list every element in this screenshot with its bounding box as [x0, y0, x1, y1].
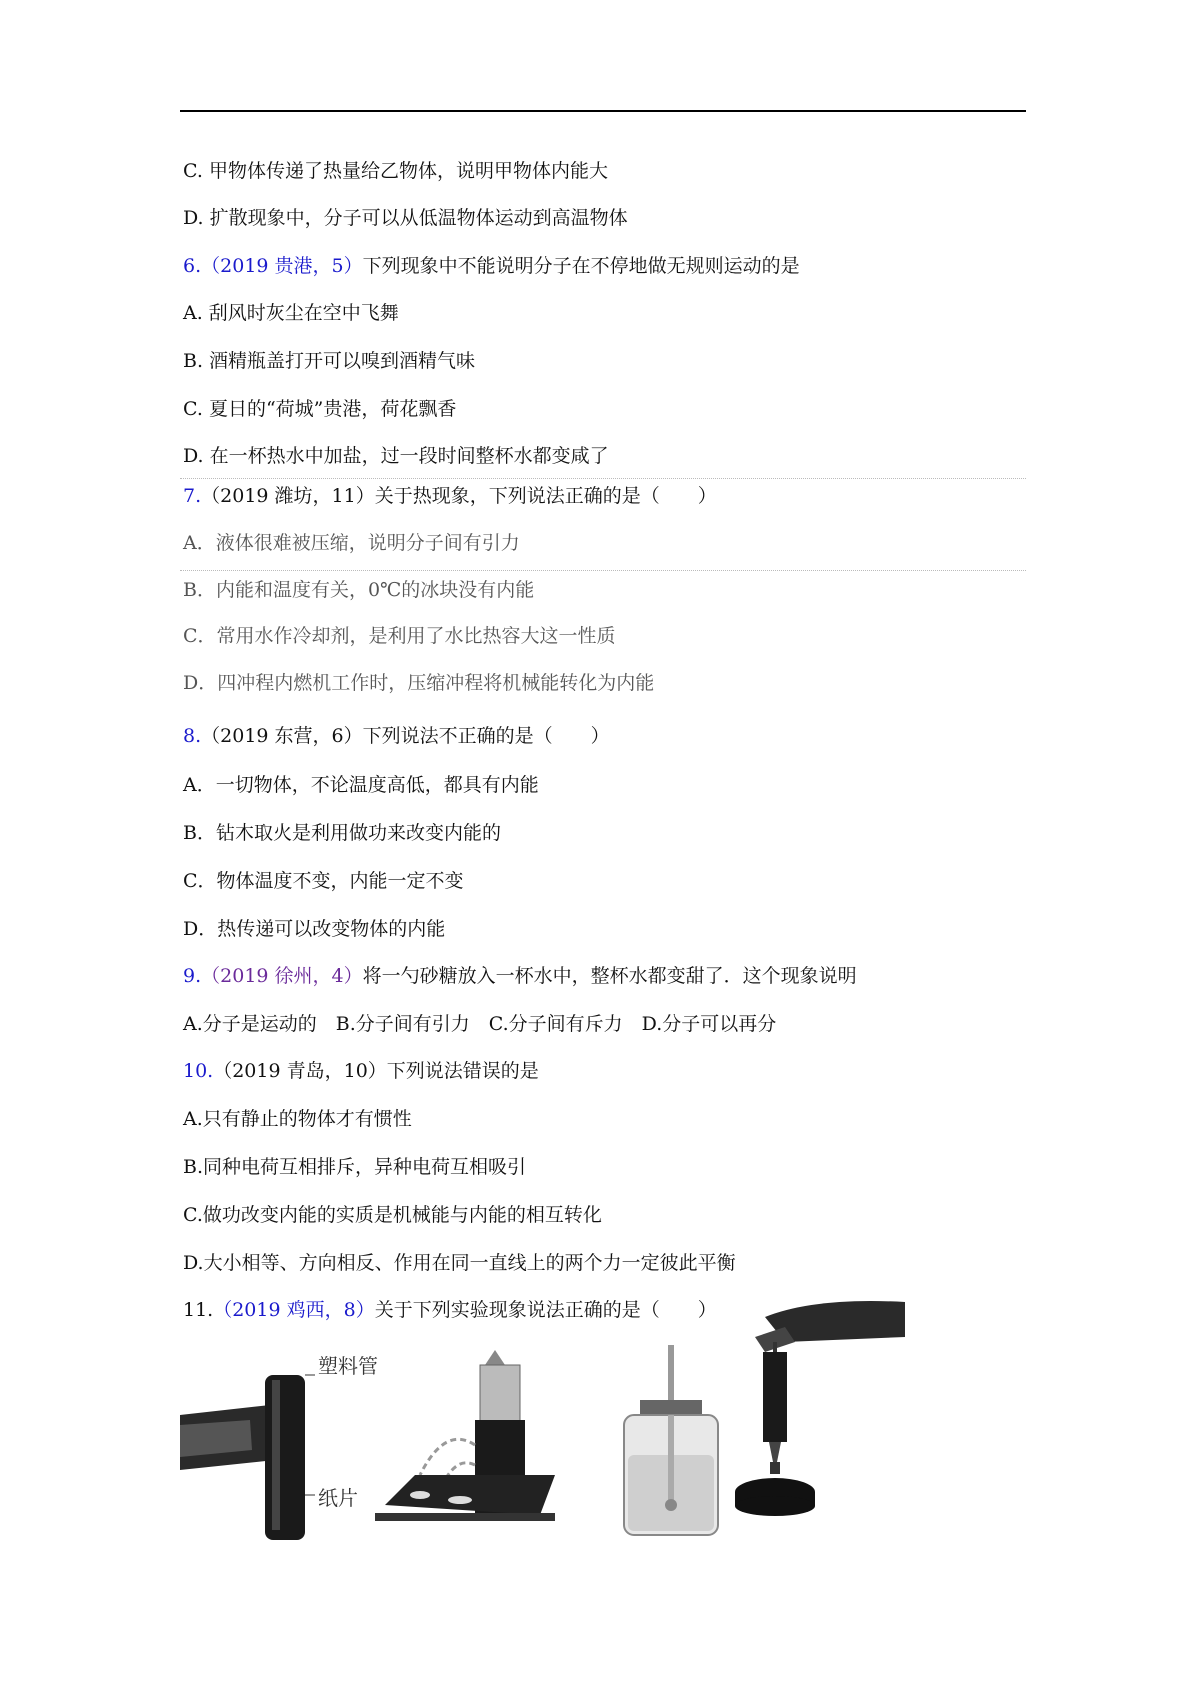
q7-option-c: C．常用水作冷却剂，是利用了水比热容大这一性质 — [183, 625, 616, 647]
figure-jar — [610, 1345, 730, 1545]
q7-option-b: B．内能和温度有关，0℃的冰块没有内能 — [183, 579, 535, 601]
label-paper: 纸片 — [318, 1486, 358, 1510]
q10-stem — [183, 1058, 539, 1084]
q9-options: A.分子是运动的 B.分子间有引力 C.分子间有斥力 D.分子可以再分 — [183, 1013, 777, 1035]
experiment-figures — [180, 1345, 940, 1545]
q10-number: 10. — [183, 1060, 214, 1082]
q9-text: 将一勺砂糖放入一杯水中，整杯水都变甜了．这个现象说明 — [362, 965, 857, 987]
q10-option-d: D.大小相等、方向相反、作用在同一直线上的两个力一定彼此平衡 — [183, 1252, 736, 1274]
q7-option-d: D．四冲程内燃机工作时，压缩冲程将机械能转化为内能 — [183, 672, 655, 694]
q7-option-a: A．液体很难被压缩，说明分子间有引力 — [183, 532, 520, 554]
q9-source: （2019 徐州，4） — [201, 965, 363, 987]
q8-option-a: A．一切物体，不论温度高低，都具有内能 — [183, 774, 539, 796]
q11-number: 11. — [183, 1299, 214, 1321]
q6-text: 下列现象中不能说明分子在不停地做无规则运动的是 — [362, 255, 800, 277]
q6-number: 6. — [183, 255, 202, 277]
q7-number: 7. — [183, 485, 202, 507]
lead-cylinders-illustration — [725, 1297, 905, 1547]
q10-option-a: A.只有静止的物体才有惯性 — [183, 1108, 412, 1130]
q5-option-d: D. 扩散现象中，分子可以从低温物体运动到高温物体 — [183, 207, 628, 229]
q10-text: （2019 青岛，10）下列说法错误的是 — [213, 1060, 539, 1082]
q8-text: （2019 东营，6）下列说法不正确的是（ ） — [201, 725, 610, 747]
q7-text: （2019 潍坊，11）关于热现象，下列说法正确的是（ ） — [201, 485, 717, 507]
divider-dotted — [180, 570, 1026, 571]
q6-source: （2019 贵港，5） — [201, 255, 363, 277]
q8-option-d: D．热传递可以改变物体的内能 — [183, 918, 446, 940]
jar-illustration — [610, 1345, 730, 1545]
q8-number: 8. — [183, 725, 202, 747]
q8-option-c: C．物体温度不变，内能一定不变 — [183, 870, 464, 892]
q11-stem — [183, 1297, 717, 1323]
q5-option-c: C. 甲物体传递了热量给乙物体，说明甲物体内能大 — [183, 160, 608, 182]
q8-stem — [183, 723, 610, 749]
q11-text: 关于下列实验现象说法正确的是（ ） — [374, 1299, 717, 1321]
q9-number: 9. — [183, 965, 202, 987]
q6-stem — [183, 253, 800, 279]
label-plastic-tube: 塑料管 — [318, 1354, 378, 1378]
q10-option-c: C.做功改变内能的实质是机械能与内能的相互转化 — [183, 1204, 602, 1226]
figure-bottle-jet — [375, 1345, 565, 1545]
figure-lead-cylinders — [725, 1297, 905, 1497]
q11-source: （2019 鸡西，8） — [213, 1299, 375, 1321]
q9-stem — [183, 963, 857, 989]
q6-option-d: D. 在一杯热水中加盐，过一段时间整杯水都变咸了 — [183, 445, 609, 467]
divider-dotted — [180, 478, 1026, 479]
bottle-jet-illustration — [375, 1345, 565, 1545]
q8-option-b: B．钻木取火是利用做功来改变内能的 — [183, 822, 501, 844]
header-rule — [180, 110, 1026, 112]
q6-option-b: B. 酒精瓶盖打开可以嗅到酒精气味 — [183, 350, 476, 372]
q6-option-a: A. 刮风时灰尘在空中飞舞 — [183, 302, 399, 324]
q10-option-b: B.同种电荷互相排斥，异种电荷互相吸引 — [183, 1156, 527, 1178]
q6-option-c: C. 夏日的“荷城”贵港，荷花飘香 — [183, 398, 457, 420]
q7-stem — [183, 483, 717, 509]
